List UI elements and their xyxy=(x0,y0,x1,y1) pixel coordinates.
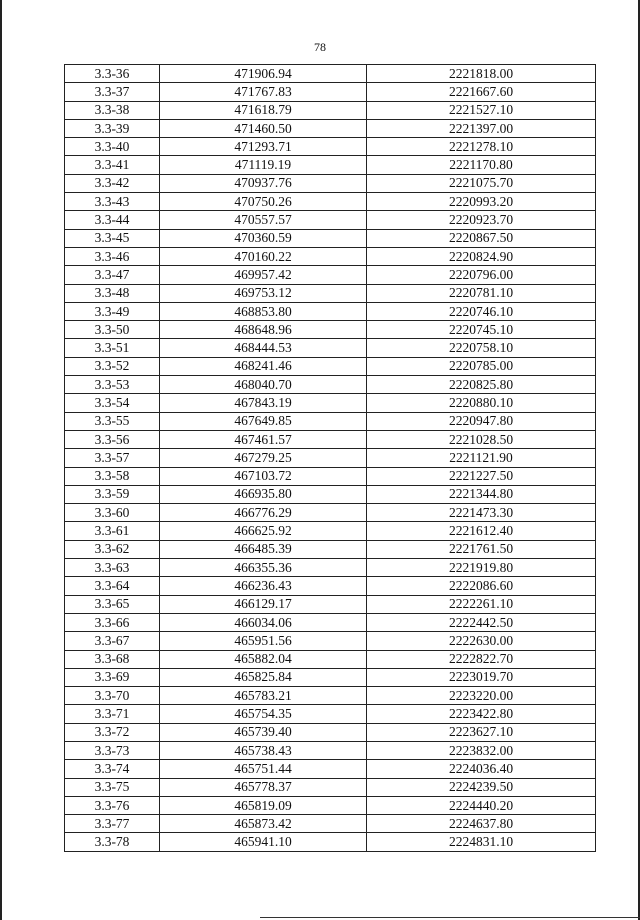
point-id-cell: 3.3-75 xyxy=(65,778,160,796)
y-coordinate-cell: 2221818.00 xyxy=(367,65,596,83)
x-coordinate-cell: 471767.83 xyxy=(160,83,367,101)
table-row xyxy=(65,229,596,247)
x-coordinate-cell: 470160.22 xyxy=(160,247,367,265)
y-coordinate-cell: 2221344.80 xyxy=(367,485,596,503)
point-id-cell: 3.3-38 xyxy=(65,101,160,119)
table-row xyxy=(65,467,596,485)
coordinates-table-body xyxy=(65,65,596,852)
point-id-cell: 3.3-49 xyxy=(65,302,160,320)
x-coordinate-cell: 466236.43 xyxy=(160,577,367,595)
x-coordinate-cell: 465754.35 xyxy=(160,705,367,723)
y-coordinate-cell: 2220824.90 xyxy=(367,247,596,265)
page-number: 78 xyxy=(314,40,326,54)
x-coordinate-cell: 466776.29 xyxy=(160,504,367,522)
y-coordinate-cell: 2220758.10 xyxy=(367,339,596,357)
table-row xyxy=(65,138,596,156)
x-coordinate-cell: 469957.42 xyxy=(160,266,367,284)
y-coordinate-cell: 2221612.40 xyxy=(367,522,596,540)
table-row xyxy=(65,741,596,759)
x-coordinate-cell: 465778.37 xyxy=(160,778,367,796)
x-coordinate-cell: 465819.09 xyxy=(160,796,367,814)
table-row xyxy=(65,394,596,412)
point-id-cell: 3.3-43 xyxy=(65,193,160,211)
y-coordinate-cell: 2222442.50 xyxy=(367,613,596,631)
point-id-cell: 3.3-54 xyxy=(65,394,160,412)
point-id-cell: 3.3-48 xyxy=(65,284,160,302)
table-row xyxy=(65,376,596,394)
table-row xyxy=(65,632,596,650)
point-id-cell: 3.3-61 xyxy=(65,522,160,540)
point-id-cell: 3.3-47 xyxy=(65,266,160,284)
y-coordinate-cell: 2223422.80 xyxy=(367,705,596,723)
point-id-cell: 3.3-55 xyxy=(65,412,160,430)
point-id-cell: 3.3-60 xyxy=(65,504,160,522)
table-row xyxy=(65,174,596,192)
point-id-cell: 3.3-64 xyxy=(65,577,160,595)
point-id-cell: 3.3-53 xyxy=(65,376,160,394)
y-coordinate-cell: 2222086.60 xyxy=(367,577,596,595)
x-coordinate-cell: 466485.39 xyxy=(160,540,367,558)
point-id-cell: 3.3-78 xyxy=(65,833,160,851)
y-coordinate-cell: 2221473.30 xyxy=(367,504,596,522)
point-id-cell: 3.3-40 xyxy=(65,138,160,156)
y-coordinate-cell: 2220923.70 xyxy=(367,211,596,229)
y-coordinate-cell: 2224239.50 xyxy=(367,778,596,796)
point-id-cell: 3.3-45 xyxy=(65,229,160,247)
x-coordinate-cell: 470360.59 xyxy=(160,229,367,247)
table-row xyxy=(65,211,596,229)
x-coordinate-cell: 468444.53 xyxy=(160,339,367,357)
y-coordinate-cell: 2224036.40 xyxy=(367,760,596,778)
y-coordinate-cell: 2221397.00 xyxy=(367,119,596,137)
x-coordinate-cell: 470937.76 xyxy=(160,174,367,192)
table-row xyxy=(65,156,596,174)
y-coordinate-cell: 2222261.10 xyxy=(367,595,596,613)
point-id-cell: 3.3-70 xyxy=(65,687,160,705)
point-id-cell: 3.3-50 xyxy=(65,321,160,339)
point-id-cell: 3.3-36 xyxy=(65,65,160,83)
y-coordinate-cell: 2220880.10 xyxy=(367,394,596,412)
point-id-cell: 3.3-77 xyxy=(65,815,160,833)
x-coordinate-cell: 467843.19 xyxy=(160,394,367,412)
x-coordinate-cell: 466625.92 xyxy=(160,522,367,540)
point-id-cell: 3.3-57 xyxy=(65,449,160,467)
table-row xyxy=(65,266,596,284)
y-coordinate-cell: 2221919.80 xyxy=(367,559,596,577)
y-coordinate-cell: 2220745.10 xyxy=(367,321,596,339)
y-coordinate-cell: 2220781.10 xyxy=(367,284,596,302)
y-coordinate-cell: 2221761.50 xyxy=(367,540,596,558)
table-row xyxy=(65,522,596,540)
point-id-cell: 3.3-39 xyxy=(65,119,160,137)
table-row xyxy=(65,193,596,211)
x-coordinate-cell: 471618.79 xyxy=(160,101,367,119)
x-coordinate-cell: 466355.36 xyxy=(160,559,367,577)
point-id-cell: 3.3-69 xyxy=(65,668,160,686)
x-coordinate-cell: 465951.56 xyxy=(160,632,367,650)
table-row xyxy=(65,577,596,595)
x-coordinate-cell: 468040.70 xyxy=(160,376,367,394)
point-id-cell: 3.3-73 xyxy=(65,741,160,759)
y-coordinate-cell: 2221028.50 xyxy=(367,430,596,448)
point-id-cell: 3.3-44 xyxy=(65,211,160,229)
y-coordinate-cell: 2222822.70 xyxy=(367,650,596,668)
bottom-rule xyxy=(260,917,640,918)
y-coordinate-cell: 2221075.70 xyxy=(367,174,596,192)
table-row xyxy=(65,101,596,119)
coordinates-table xyxy=(64,64,596,852)
x-coordinate-cell: 467649.85 xyxy=(160,412,367,430)
table-row xyxy=(65,540,596,558)
table-row xyxy=(65,613,596,631)
table-row xyxy=(65,284,596,302)
y-coordinate-cell: 2223832.00 xyxy=(367,741,596,759)
y-coordinate-cell: 2221527.10 xyxy=(367,101,596,119)
y-coordinate-cell: 2220993.20 xyxy=(367,193,596,211)
point-id-cell: 3.3-76 xyxy=(65,796,160,814)
table-row xyxy=(65,760,596,778)
x-coordinate-cell: 465825.84 xyxy=(160,668,367,686)
x-coordinate-cell: 466129.17 xyxy=(160,595,367,613)
table-row xyxy=(65,815,596,833)
y-coordinate-cell: 2220796.00 xyxy=(367,266,596,284)
point-id-cell: 3.3-71 xyxy=(65,705,160,723)
x-coordinate-cell: 465873.42 xyxy=(160,815,367,833)
y-coordinate-cell: 2222630.00 xyxy=(367,632,596,650)
y-coordinate-cell: 2221278.10 xyxy=(367,138,596,156)
table-row xyxy=(65,833,596,851)
y-coordinate-cell: 2224637.80 xyxy=(367,815,596,833)
x-coordinate-cell: 465783.21 xyxy=(160,687,367,705)
point-id-cell: 3.3-67 xyxy=(65,632,160,650)
table-row xyxy=(65,412,596,430)
table-row xyxy=(65,650,596,668)
y-coordinate-cell: 2223019.70 xyxy=(367,668,596,686)
point-id-cell: 3.3-72 xyxy=(65,723,160,741)
x-coordinate-cell: 469753.12 xyxy=(160,284,367,302)
table-row xyxy=(65,668,596,686)
x-coordinate-cell: 467461.57 xyxy=(160,430,367,448)
x-coordinate-cell: 465882.04 xyxy=(160,650,367,668)
point-id-cell: 3.3-41 xyxy=(65,156,160,174)
table-row xyxy=(65,796,596,814)
table-row xyxy=(65,321,596,339)
point-id-cell: 3.3-56 xyxy=(65,430,160,448)
y-coordinate-cell: 2220825.80 xyxy=(367,376,596,394)
table-row xyxy=(65,302,596,320)
x-coordinate-cell: 468648.96 xyxy=(160,321,367,339)
point-id-cell: 3.3-37 xyxy=(65,83,160,101)
point-id-cell: 3.3-51 xyxy=(65,339,160,357)
point-id-cell: 3.3-62 xyxy=(65,540,160,558)
x-coordinate-cell: 467279.25 xyxy=(160,449,367,467)
point-id-cell: 3.3-59 xyxy=(65,485,160,503)
point-id-cell: 3.3-65 xyxy=(65,595,160,613)
table-row xyxy=(65,705,596,723)
table-row xyxy=(65,357,596,375)
y-coordinate-cell: 2224831.10 xyxy=(367,833,596,851)
x-coordinate-cell: 466034.06 xyxy=(160,613,367,631)
point-id-cell: 3.3-66 xyxy=(65,613,160,631)
table-row xyxy=(65,687,596,705)
y-coordinate-cell: 2220947.80 xyxy=(367,412,596,430)
table-row xyxy=(65,119,596,137)
x-coordinate-cell: 468241.46 xyxy=(160,357,367,375)
y-coordinate-cell: 2221170.80 xyxy=(367,156,596,174)
point-id-cell: 3.3-63 xyxy=(65,559,160,577)
x-coordinate-cell: 471460.50 xyxy=(160,119,367,137)
table-row xyxy=(65,339,596,357)
y-coordinate-cell: 2223627.10 xyxy=(367,723,596,741)
table-row xyxy=(65,504,596,522)
x-coordinate-cell: 466935.80 xyxy=(160,485,367,503)
table-row xyxy=(65,723,596,741)
y-coordinate-cell: 2224440.20 xyxy=(367,796,596,814)
table-row xyxy=(65,485,596,503)
point-id-cell: 3.3-46 xyxy=(65,247,160,265)
table-row xyxy=(65,595,596,613)
x-coordinate-cell: 468853.80 xyxy=(160,302,367,320)
x-coordinate-cell: 470557.57 xyxy=(160,211,367,229)
x-coordinate-cell: 470750.26 xyxy=(160,193,367,211)
point-id-cell: 3.3-52 xyxy=(65,357,160,375)
y-coordinate-cell: 2220746.10 xyxy=(367,302,596,320)
table-row xyxy=(65,247,596,265)
table-row xyxy=(65,430,596,448)
x-coordinate-cell: 471119.19 xyxy=(160,156,367,174)
x-coordinate-cell: 471293.71 xyxy=(160,138,367,156)
y-coordinate-cell: 2221227.50 xyxy=(367,467,596,485)
x-coordinate-cell: 465738.43 xyxy=(160,741,367,759)
y-coordinate-cell: 2221667.60 xyxy=(367,83,596,101)
x-coordinate-cell: 471906.94 xyxy=(160,65,367,83)
x-coordinate-cell: 467103.72 xyxy=(160,467,367,485)
table-row xyxy=(65,65,596,83)
point-id-cell: 3.3-74 xyxy=(65,760,160,778)
point-id-cell: 3.3-68 xyxy=(65,650,160,668)
y-coordinate-cell: 2223220.00 xyxy=(367,687,596,705)
point-id-cell: 3.3-42 xyxy=(65,174,160,192)
table-row xyxy=(65,778,596,796)
point-id-cell: 3.3-58 xyxy=(65,467,160,485)
x-coordinate-cell: 465739.40 xyxy=(160,723,367,741)
table-row xyxy=(65,83,596,101)
x-coordinate-cell: 465941.10 xyxy=(160,833,367,851)
y-coordinate-cell: 2220867.50 xyxy=(367,229,596,247)
table-row xyxy=(65,559,596,577)
y-coordinate-cell: 2221121.90 xyxy=(367,449,596,467)
y-coordinate-cell: 2220785.00 xyxy=(367,357,596,375)
table-row xyxy=(65,449,596,467)
x-coordinate-cell: 465751.44 xyxy=(160,760,367,778)
